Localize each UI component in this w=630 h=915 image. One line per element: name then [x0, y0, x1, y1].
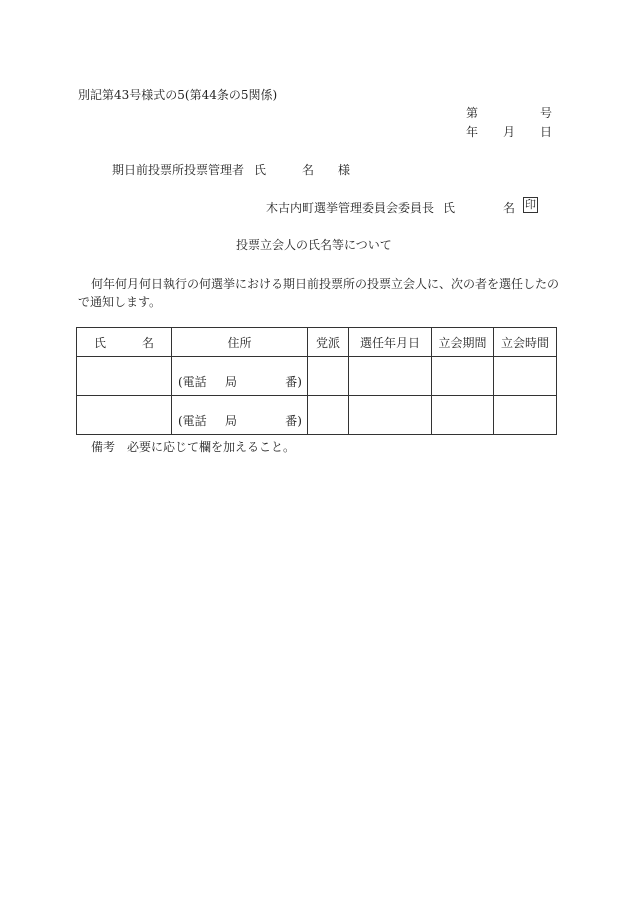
cell-appointed-date[interactable]: [349, 396, 432, 435]
phone-template: [178, 373, 302, 390]
header-address: 住所: [172, 328, 308, 357]
sender-shi: 氏: [443, 201, 456, 215]
phone-kyoku: 局: [224, 375, 237, 389]
phone-ban: 番): [285, 375, 302, 389]
header-appointed-date: 選任年月日: [349, 328, 432, 357]
addressee-mei: 名: [302, 163, 315, 177]
header-party: 党派: [308, 328, 349, 357]
cell-period[interactable]: [432, 396, 494, 435]
addressee-shi: 氏: [254, 163, 267, 177]
phone-kyoku: 局: [224, 414, 237, 428]
phone-template: [178, 412, 302, 429]
table-row: [77, 396, 557, 435]
body-line-2: で通知します。: [78, 295, 162, 309]
header-hours: 立会時間: [494, 328, 557, 357]
header-name-shi: 氏: [93, 335, 106, 350]
date-month: 月: [503, 125, 516, 139]
header-name-mei: 名: [142, 335, 155, 350]
seal-mark: 印: [525, 198, 536, 211]
cell-address[interactable]: [172, 357, 308, 396]
header-name: [77, 328, 172, 357]
sender-mei: 名: [503, 201, 516, 215]
phone-open: (電話: [178, 414, 207, 428]
phone-open: (電話: [178, 375, 207, 389]
date-day: 日: [540, 125, 553, 139]
phone-ban: 番): [285, 414, 302, 428]
subject-heading: 投票立会人の氏名等について: [236, 238, 392, 252]
cell-party[interactable]: [308, 357, 349, 396]
cell-hours[interactable]: [494, 396, 557, 435]
body-line-1: 何年何月何日執行の何選挙における期日前投票所の投票立会人に、次の者を選任したの: [91, 277, 560, 291]
cell-name[interactable]: [77, 396, 172, 435]
cell-name[interactable]: [77, 357, 172, 396]
cell-hours[interactable]: [494, 357, 557, 396]
document-number-go: 号: [540, 106, 553, 120]
header-period: 立会期間: [432, 328, 494, 357]
sender-title: 木古内町選挙管理委員会委員長: [266, 201, 435, 215]
table-row: [77, 357, 557, 396]
cell-party[interactable]: [308, 396, 349, 435]
addressee-sama: 様: [338, 163, 351, 177]
cell-period[interactable]: [432, 357, 494, 396]
remark-note: 備考 必要に応じて欄を加えること。: [91, 440, 296, 454]
form-label: 別記第43号様式の5(第44条の5関係): [78, 88, 278, 102]
date-year: 年: [466, 125, 479, 139]
document-number-dai: 第: [466, 106, 479, 120]
addressee-title: 期日前投票所投票管理者: [112, 163, 245, 177]
table-header-row: [77, 328, 557, 357]
appointee-table: [76, 327, 557, 435]
cell-address[interactable]: [172, 396, 308, 435]
cell-appointed-date[interactable]: [349, 357, 432, 396]
